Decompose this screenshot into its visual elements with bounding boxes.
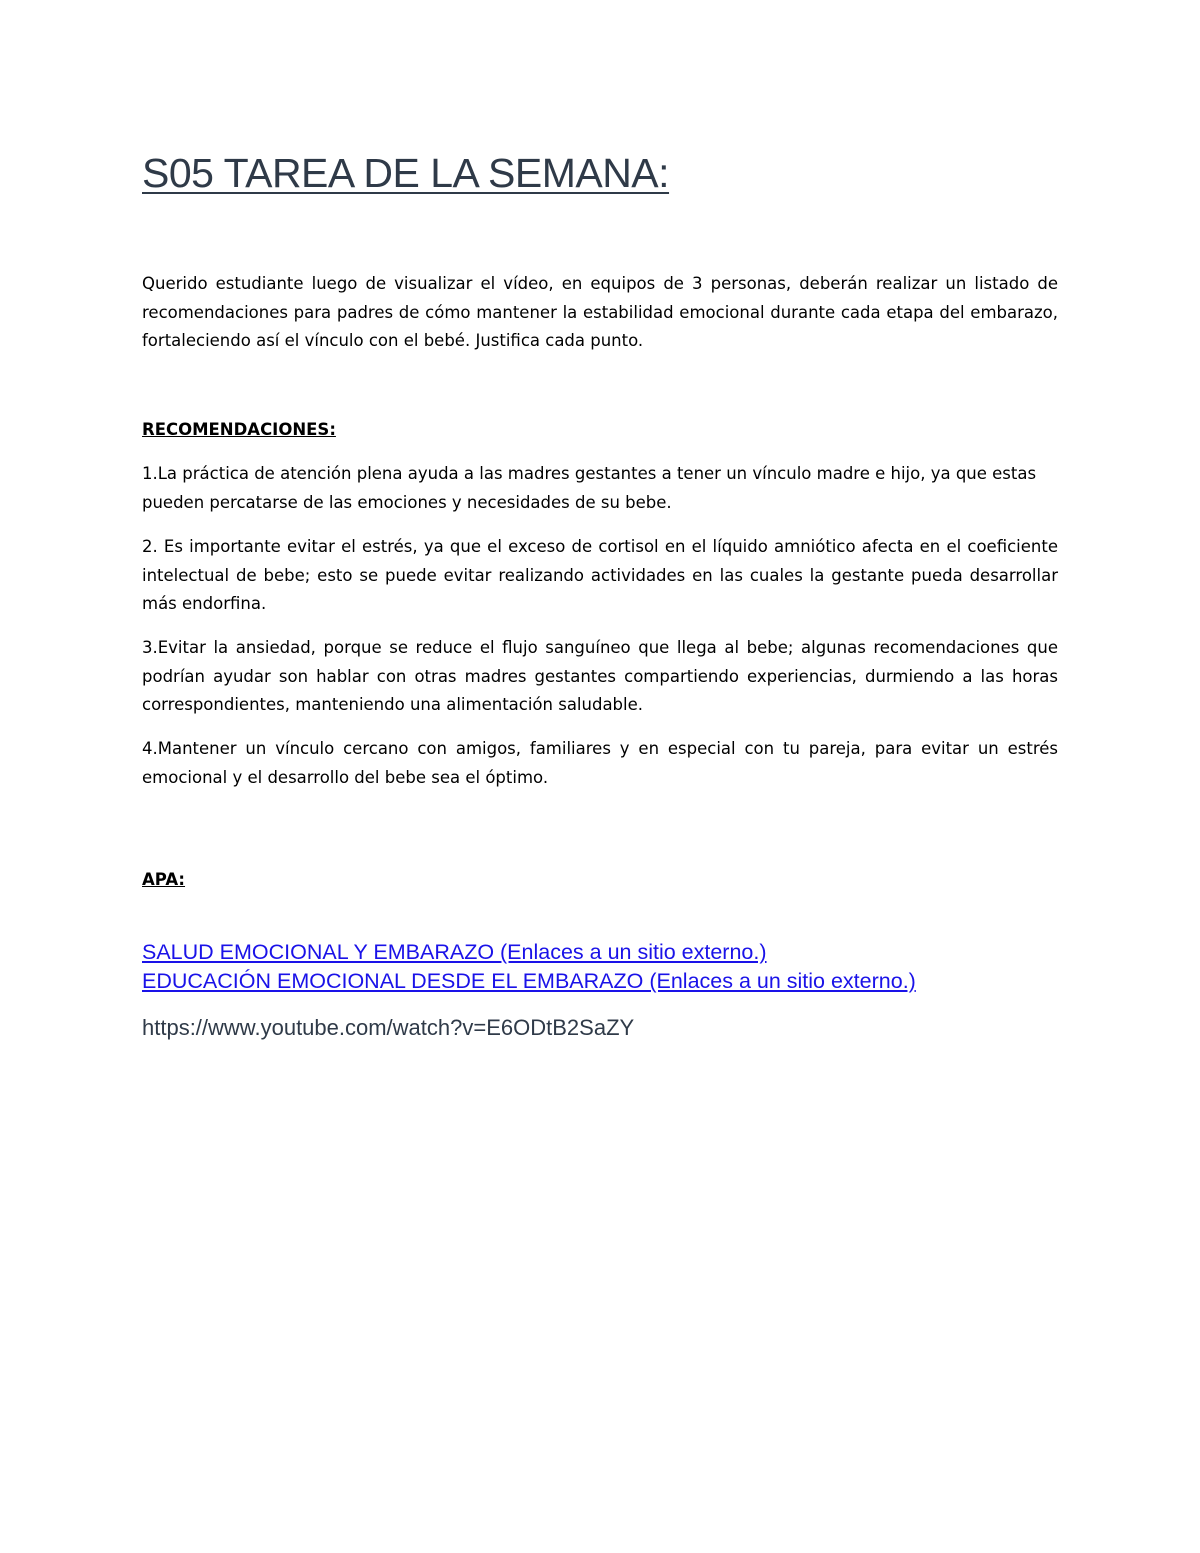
recommendations-heading: RECOMENDACIONES: [142, 420, 336, 439]
recommendation-item-2: 2. Es importante evitar el estrés, ya que el exceso de cortisol en el líquido amniótico afecta en el coeficiente intelectual de bebe; esto se puede evitar realizando actividades en las cuales la gestante pueda desarrollar más endorfina. [142, 537, 1058, 613]
reference-link-educacion-emocional[interactable]: EDUCACIÓN EMOCIONAL DESDE EL EMBARAZO (Enlaces a un sitio externo.) [142, 969, 916, 993]
apa-heading: APA: [142, 870, 186, 889]
intro-paragraph: Querido estudiante luego de visualizar el vídeo, en equipos de 3 personas, deberán realizar un listado de recomendaciones para padres de cómo mantener la estabilidad emocional durante cada etapa del embarazo, fortaleciendo así el vínculo con el bebé. Justifica cada punto. [142, 274, 1058, 350]
recommendation-item-3: 3.Evitar la ansiedad, porque se reduce el flujo sanguíneo que llega al bebe; algunas recomendaciones que podrían ayudar son hablar con otras madres gestantes compartiendo experiencias, durmiendo a las horas correspondientes, manteniendo una alimentación saludable. [142, 638, 1058, 714]
recommendation-item-1: 1.La práctica de atención plena ayuda a las madres gestantes a tener un vínculo madre e hijo, ya que estas pueden percatarse de las emociones y necesidades de su bebe. [142, 464, 1037, 512]
page-title: S05 TAREA DE LA SEMANA: [142, 150, 670, 196]
reference-link-salud-emocional[interactable]: SALUD EMOCIONAL Y EMBARAZO (Enlaces a un sitio externo.) [142, 940, 767, 964]
recommendation-item-4: 4.Mantener un vínculo cercano con amigos, familiares y en especial con tu pareja, para evitar un estrés emocional y el desarrollo del bebe sea el óptimo. [142, 739, 1058, 787]
youtube-url-text: https://www.youtube.com/watch?v=E6ODtB2SaZY [142, 1015, 635, 1040]
